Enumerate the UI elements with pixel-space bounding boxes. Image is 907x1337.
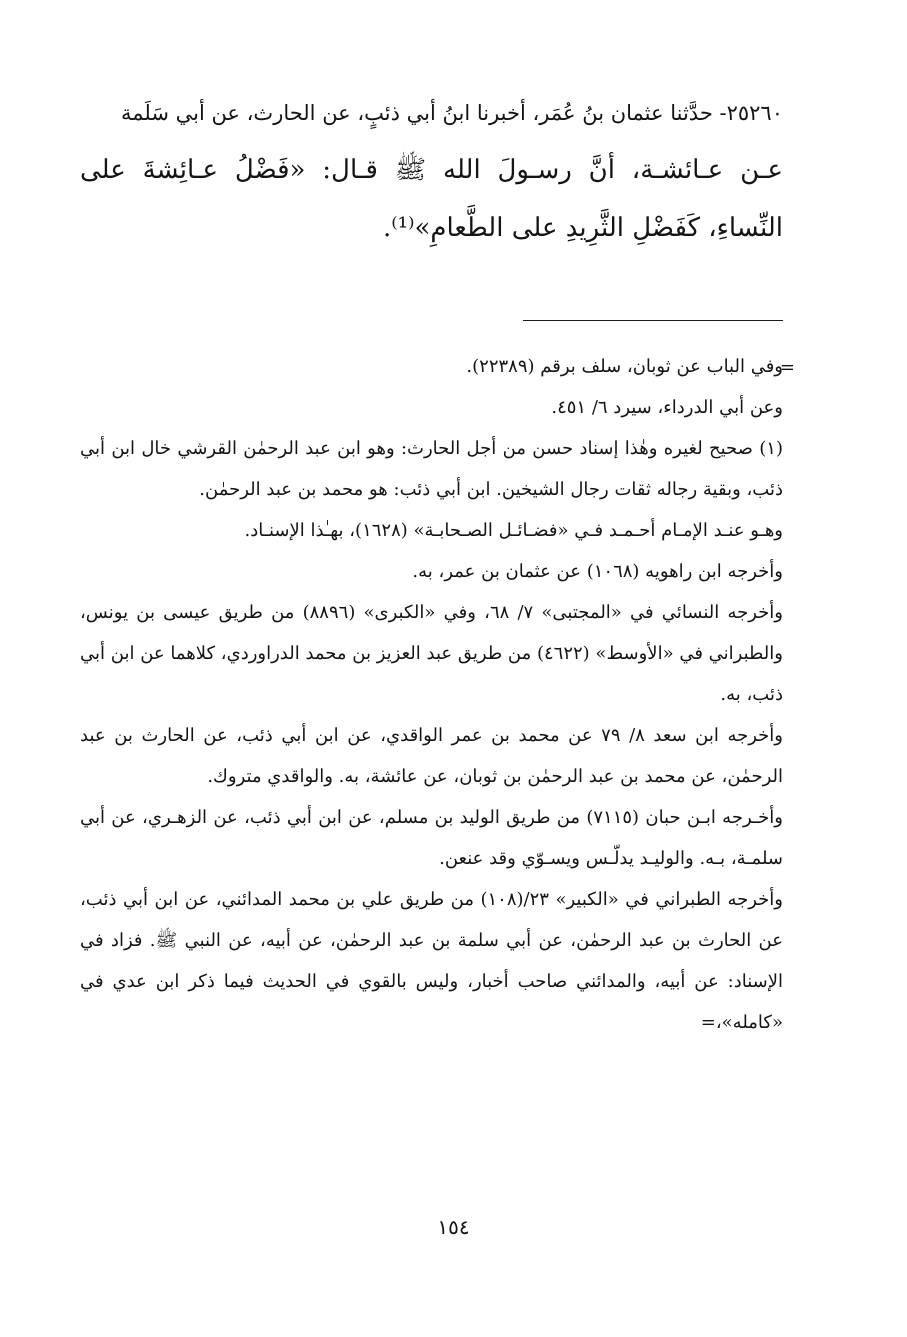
footnotes-section — [80, 346, 783, 1043]
footnote-paragraph: وهـو عنـد الإمـام أحـمـد فـي «فضـائـل الصـحابـة» (١٦٢٨)، بهـٰذا الإسنـاد. — [244, 520, 783, 541]
footnote-paragraph: وفي الباب عن ثوبان، سلف برقم (٢٢٣٨٩). — [466, 356, 783, 377]
footnote-continuation-mark: = — [779, 357, 795, 378]
footnote-paragraph: وعن أبي الدرداء، سيرد ٦/ ٤٥١. — [551, 397, 783, 418]
footnote-paragraph: وأخرجه ابن سعد ٨/ ٧٩ عن محمد بن عمر الواقدي، عن ابن أبي ذئب، عن الحارث بن عبد الرحمٰن، عن محمد بن عبد الرحمٰن بن ثوبان، عن عائشة، به. والواقدي متروك. — [80, 725, 783, 787]
hadith-isnad: ٢٥٢٦٠- حدَّثنا عثمان بنُ عُمَر، أخبرنا ابنُ أبي ذئبٍ، عن الحارث، عن أبي سَلَمة — [120, 101, 783, 125]
hadith-matn: عـن عـائشـة، أنَّ رسـولَ الله ﷺ قـال: «فَضْلُ عـائِشةَ على النِّساءِ، كَفَضْلِ الثَّرِيدِ على الطَّعامِ»⁽¹⁾. — [80, 155, 783, 243]
footnote-paragraph: وأخـرجه ابـن حبان (٧١١٥) من طريق الوليد بن مسلم، عن ابن أبي ذئب، عن الزهـري، عن أبي سلمـة، بـه. والوليـد يدلّـس ويسـوّي وقد عنعن. — [80, 807, 783, 869]
page-number: ١٥٤ — [437, 1215, 470, 1239]
footnote-separator — [523, 320, 783, 321]
footnote-paragraph: (١) صحيح لغيره وهٰذا إسناد حسن من أجل الحارث: وهو ابن عبد الرحمٰن القرشي خال ابن أبي ذئب، وبقية رجاله ثقات رجال الشيخين. ابن أبي ذئب: هو محمد بن عبد الرحمٰن. — [80, 438, 783, 500]
footnote-paragraph: وأخرجه ابن راهويه (١٠٦٨) عن عثمان بن عمر، به. — [412, 561, 783, 582]
hadith-text — [80, 90, 783, 257]
footnote-paragraph: وأخرجه الطبراني في «الكبير» ٢٣/(١٠٨) من طريق علي بن محمد المدائني، عن ابن أبي ذئب، عن الحارث بن عبد الرحمٰن، عن أبي سلمة بن عبد الرحمٰن، عن أبيه، عن النبي ﷺ. فزاد في الإسناد: عن أبيه، والمدائني صاحب أخبار، وليس بالقوي في الحديث فيما ذكر ابن عدي في «كامله»،= — [80, 889, 783, 1033]
footnote-paragraph: وأخرجه النسائي في «المجتبى» ٧/ ٦٨، وفي «الكبرى» (٨٨٩٦) من طريق عيسى بن يونس، والطبراني في «الأوسط» (٤٦٢٢) من طريق عبد العزيز بن محمد الدراوردي، كلاهما عن ابن أبي ذئب، به. — [80, 602, 784, 705]
